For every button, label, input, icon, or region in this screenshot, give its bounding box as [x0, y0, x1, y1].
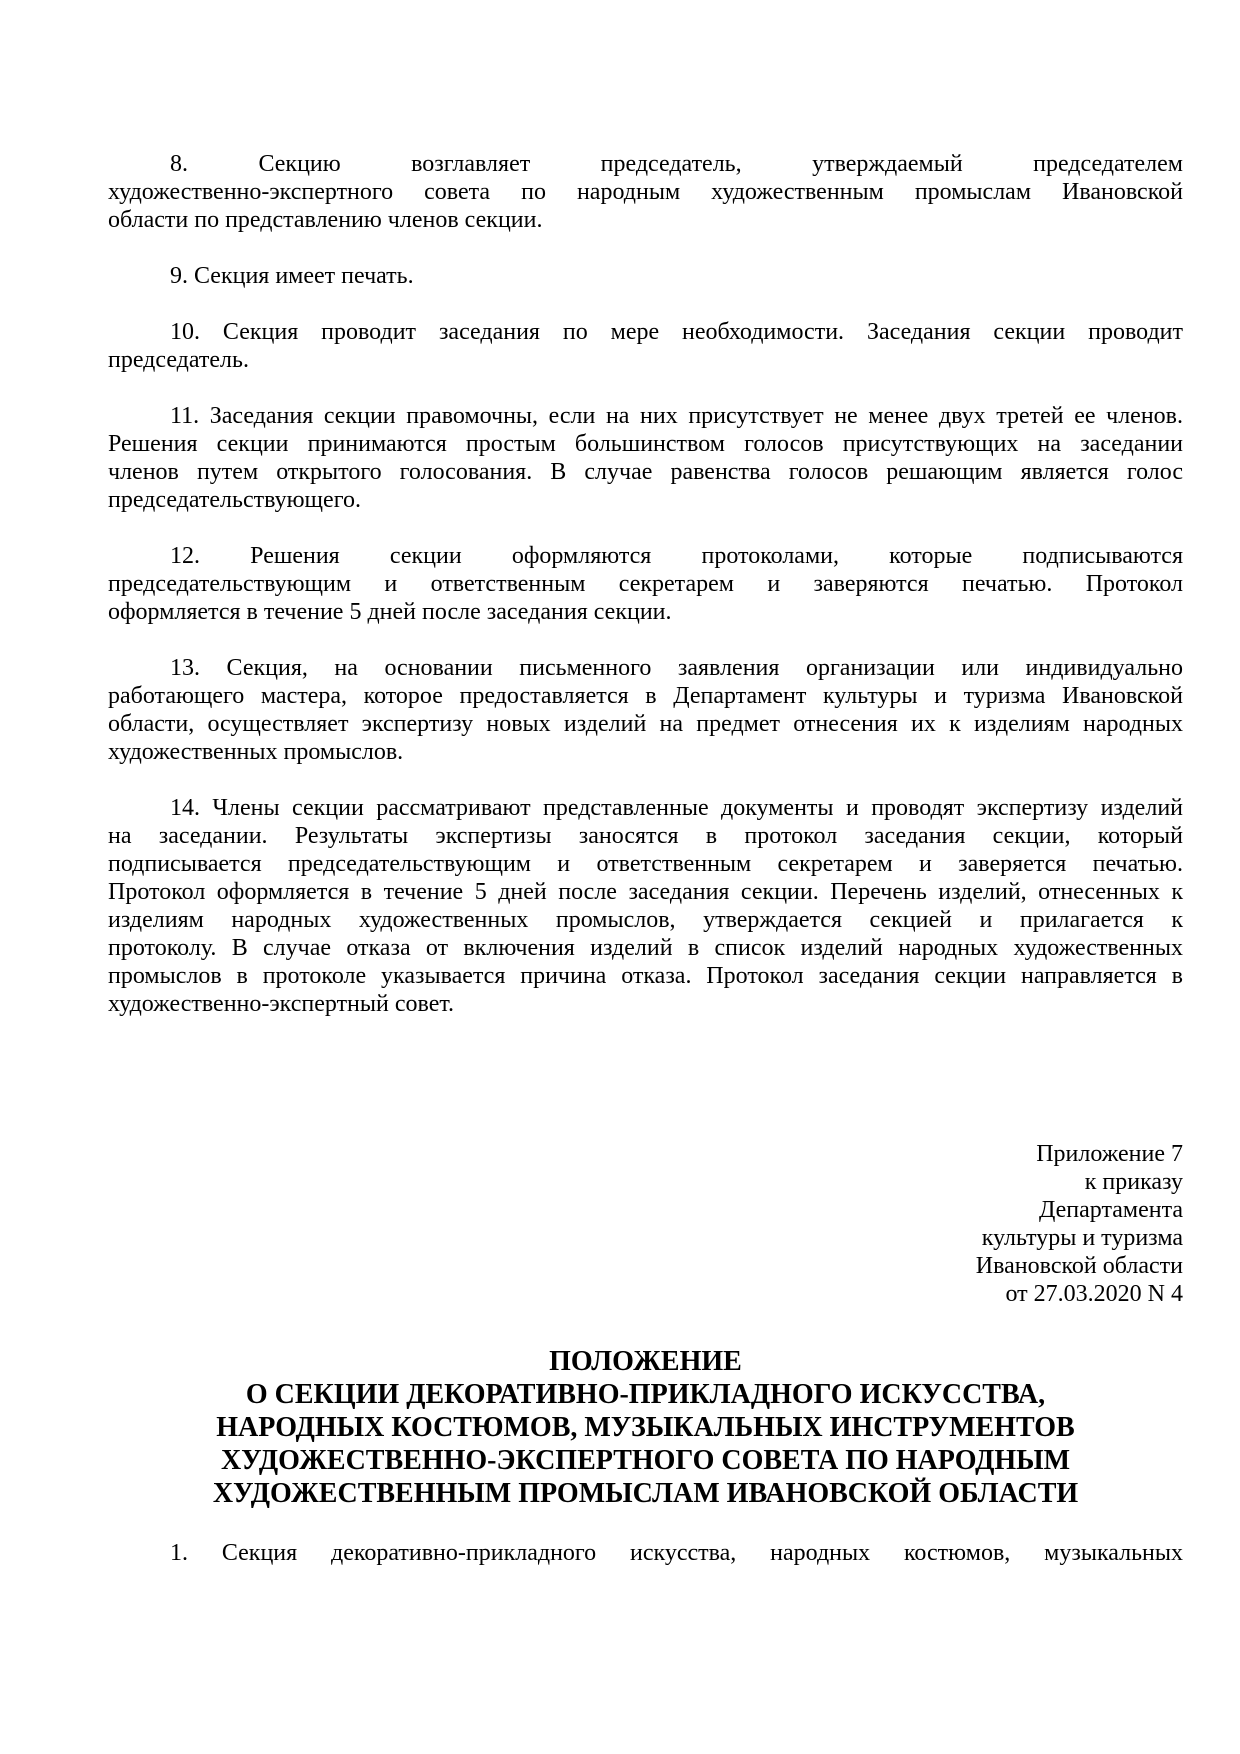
title-line: ХУДОЖЕСТВЕННЫМ ПРОМЫСЛАМ ИВАНОВСКОЙ ОБЛАСТИ [212, 1478, 1079, 1509]
paragraph-line: 10. Секция проводит заседания по мере необходимости. Заседания секции проводит [170, 319, 1183, 345]
paragraph [108, 150, 1183, 234]
paragraph-line: 14. Члены секции рассматривают представленные документы и проводят экспертизу изделий [170, 795, 1183, 821]
paragraph-line: промыслов в протоколе указывается причина отказа. Протокол заседания секции направляется в [108, 963, 1183, 989]
appendix-line: Приложение 7 [1036, 1141, 1183, 1167]
paragraph-line: художественно-экспертного совета по народным художественным промыслам Ивановской [108, 179, 1183, 205]
continued-paragraph [108, 1539, 1183, 1567]
document-body [108, 150, 1183, 1018]
appendix-block [108, 1140, 1183, 1308]
paragraph-line: художественных промыслов. [108, 739, 404, 765]
paragraph-line: председательствующего. [108, 487, 361, 513]
paragraph-line: протоколу. В случае отказа от включения изделий в список изделий народных художественных [108, 935, 1183, 961]
title-line: НАРОДНЫХ КОСТЮМОВ, МУЗЫКАЛЬНЫХ ИНСТРУМЕНТОВ [216, 1412, 1075, 1443]
paragraph-line: 8. Секцию возглавляет председатель, утверждаемый председателем [170, 151, 1183, 177]
paragraph-line: работающего мастера, которое предоставляется в Департамент культуры и туризма Ивановской [108, 683, 1183, 709]
paragraph-line: председатель. [108, 347, 249, 373]
paragraph-line: изделиям народных художественных промыслов, утверждается секцией и прилагается к [108, 907, 1183, 933]
appendix-line: от 27.03.2020 N 4 [1005, 1281, 1183, 1307]
paragraph-line: Решения секции принимаются простым большинством голосов присутствующих на заседании [108, 431, 1183, 457]
appendix-line: к приказу [1084, 1169, 1183, 1195]
paragraph [108, 402, 1183, 514]
paragraph-line: Протокол оформляется в течение 5 дней после заседания секции. Перечень изделий, отнесенных к [108, 879, 1183, 905]
paragraph-line: 11. Заседания секции правомочны, если на них присутствует не менее двух третей ее членов. [170, 403, 1183, 429]
appendix-line: Департамента [1038, 1197, 1183, 1223]
title-line: ХУДОЖЕСТВЕННО-ЭКСПЕРТНОГО СОВЕТА ПО НАРОДНЫМ [220, 1445, 1071, 1476]
paragraph [108, 318, 1183, 374]
paragraph [108, 654, 1183, 766]
paragraph-line: 13. Секция, на основании письменного заявления организации или индивидуально [170, 655, 1183, 681]
paragraph [108, 262, 1183, 290]
paragraph-line: 12. Решения секции оформляются протоколами, которые подписываются [170, 543, 1183, 569]
title-line: О СЕКЦИИ ДЕКОРАТИВНО-ПРИКЛАДНОГО ИСКУССТВА, [245, 1379, 1046, 1410]
paragraph-line: председательствующим и ответственным секретарем и заверяются печатью. Протокол [108, 571, 1183, 597]
paragraph-line: области, осуществляет экспертизу новых изделий на предмет отнесения их к изделиям народных [108, 711, 1183, 737]
paragraph-line: оформляется в течение 5 дней после заседания секции. [108, 599, 672, 625]
paragraph-line: подписывается председательствующим и ответственным секретарем и заверяется печатью. [108, 851, 1183, 877]
paragraph-line: 9. Секция имеет печать. [170, 263, 414, 289]
paragraph [108, 794, 1183, 1018]
paragraph-line: художественно-экспертный совет. [108, 991, 455, 1017]
appendix-line: Ивановской области [975, 1253, 1183, 1279]
paragraph-line: членов путем открытого голосования. В случае равенства голосов решающим является голос [108, 459, 1183, 485]
paragraph [108, 542, 1183, 626]
title-line: ПОЛОЖЕНИЕ [549, 1346, 742, 1377]
document-title [108, 1345, 1183, 1510]
appendix-line: культуры и туризма [981, 1225, 1183, 1251]
paragraph-line: на заседании. Результаты экспертизы заносятся в протокол заседания секции, который [108, 823, 1183, 849]
paragraph-line: области по представлению членов секции. [108, 207, 543, 233]
continued-paragraph-line: 1. Секция декоративно-прикладного искусства, народных костюмов, музыкальных [170, 1540, 1183, 1566]
